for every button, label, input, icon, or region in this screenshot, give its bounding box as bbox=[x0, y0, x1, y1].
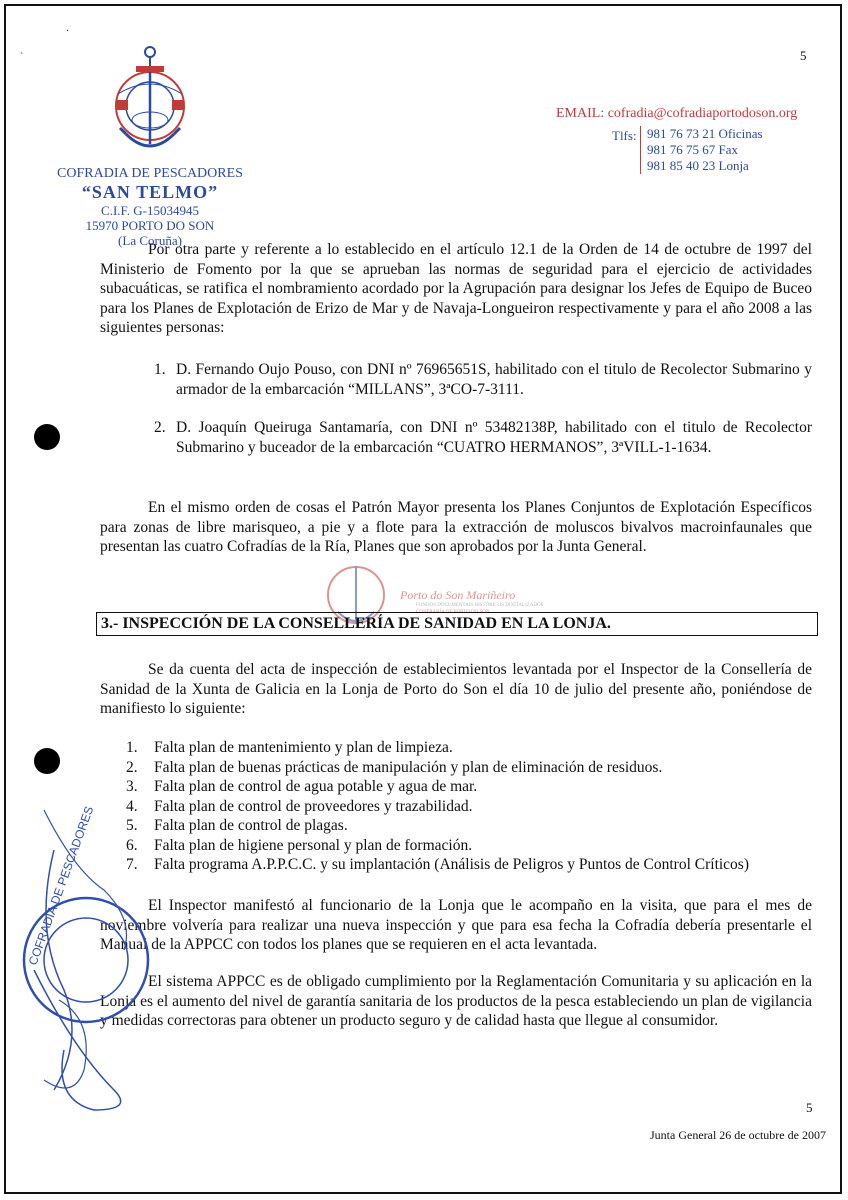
list-number: 1. bbox=[126, 739, 138, 756]
list-item-text: Falta plan de control de agua potable y agua de mar. bbox=[154, 778, 478, 795]
svg-text:COFRADIA DE PESCADORES: COFRADIA DE PESCADORES bbox=[25, 804, 97, 968]
list-item bbox=[154, 418, 812, 457]
paragraph-appcc-system: El sistema APPCC es de obligado cumplimiento por la Reglamentación Comunitaria y su aplicación en la Lonja es el aumento del nivel de garantía sanitaria de los productos de la pesca estableciendo un plan de vigilancia y medidas correctoras para obtener un producto seguro y de calidad hasta que llegue al consumidor. bbox=[100, 973, 812, 1029]
scan-mark: ` bbox=[20, 52, 24, 63]
list-item-text: Falta programa A.P.P.C.C. y su implantación (Análisis de Peligros y Puntos de Control Críticos) bbox=[154, 856, 750, 873]
list-number: 7. bbox=[126, 856, 138, 873]
page-number-top: 5 bbox=[800, 48, 807, 63]
list-item-text: Falta plan de mantenimiento y plan de limpieza. bbox=[154, 739, 453, 756]
watermark-sub2: CONFRARÍA DE PORTO DO SON bbox=[416, 610, 490, 615]
paragraph-diving-chiefs: Por otra parte y referente a lo establecido en el artículo 12.1 de la Orden de 14 de octubre de 1997 del Ministerio de Fomento por la que se aprueban las normas de seguridad para el ejercicio de actividades subacuáticas, se ratifica el nombramiento acordado por la Agrupación para designar los Jefes de Equipo de Buceo para los Planes de Explotación de Erizo de Mar y de Navaja-Longueiron respectivamente y para el año 2008 a las siguientes personas: bbox=[100, 241, 812, 336]
list-item bbox=[126, 758, 749, 778]
list-item-text: Falta plan de control de plagas. bbox=[154, 817, 348, 834]
org-saint: “SAN TELMO” bbox=[81, 182, 219, 202]
list-number: 6. bbox=[126, 836, 138, 854]
list-item-text: Falta plan de buenas prácticas de manipulación y plan de eliminación de residuos. bbox=[154, 758, 663, 776]
list-item-text: Falta plan de control de proveedores y trazabilidad. bbox=[154, 797, 473, 815]
punch-hole bbox=[34, 748, 60, 774]
footer-text: Junta General 26 de octubre de 2007 bbox=[650, 1128, 826, 1142]
paragraph-inspection: Se da cuenta del acta de inspección de establecimientos levantada por el Inspector de la Consellería de Sanidad de la Xunta de Galicia en la Lonja de Porto do Son el día 10 de julio del presente año, poniéndose de manifiesto lo siguiente: bbox=[100, 661, 812, 717]
phone-market: 981 85 40 23 Lonja bbox=[647, 158, 749, 173]
list-item bbox=[126, 797, 749, 817]
faults-list bbox=[126, 738, 749, 875]
org-address: 15970 PORTO DO SON bbox=[85, 218, 215, 233]
org-province: (La Coruña) bbox=[118, 233, 182, 248]
scan-mark: · bbox=[66, 26, 70, 37]
list-number: 3. bbox=[126, 778, 138, 795]
watermark-title: Porto do Son Mariñeiro bbox=[400, 588, 516, 602]
org-block bbox=[40, 166, 260, 248]
list-number: 4. bbox=[126, 797, 138, 815]
phone-fax: 981 76 75 67 Fax bbox=[647, 142, 738, 157]
cofradia-logo bbox=[108, 44, 192, 160]
page-number-bottom: 5 bbox=[806, 1100, 813, 1115]
paragraph-exploitation-plans: En el mismo orden de cosas el Patrón Mayor presenta los Planes Conjuntos de Explotación Específicos para zonas de libre marisqueo, a pie y a flote para la extracción de moluscos bivalvos macroinfaunales que presentan las cuatro Cofradías de la Ría, Planes que son aprobados por la Junta General. bbox=[100, 499, 812, 555]
paragraph-inspector-visit: El Inspector manifestó al funcionario de la Lonja que le acompaño en la visita, que para el mes de noviembre volvería para realizar una nueva inspección y que para esa fecha la Cofradía debería presentarle el Manual de la APPCC con todos los planes que se requieren en el acta levantada. bbox=[100, 897, 812, 953]
phones-label: Tlfs: bbox=[612, 128, 637, 143]
list-item bbox=[126, 816, 749, 836]
list-item-text: D. Joaquín Queiruga Santamaría, con DNI nº 53482138P, habilitado con el titulo de Recolector Submarino y buceador de la embarcación “CUATRO HERMANOS”, 3ªVILL-1-1634. bbox=[176, 419, 812, 456]
list-item-text: Falta plan de higiene personal y plan de formación. bbox=[154, 836, 473, 854]
punch-hole bbox=[34, 424, 60, 450]
official-stamp bbox=[14, 790, 164, 1120]
phone-offices: 981 76 73 21 Oficinas bbox=[647, 126, 763, 141]
list-number: 1. bbox=[154, 361, 166, 378]
phones-list bbox=[640, 126, 763, 174]
list-item bbox=[126, 777, 749, 797]
contact-email: EMAIL: cofradia@cofradiaportodoson.org bbox=[556, 106, 798, 121]
list-item bbox=[126, 738, 749, 758]
org-cif: C.I.F. G-15034945 bbox=[101, 203, 199, 218]
list-item bbox=[154, 360, 812, 399]
list-item bbox=[126, 855, 749, 875]
list-number: 2. bbox=[126, 758, 138, 776]
list-number: 2. bbox=[154, 419, 166, 436]
section-heading: 3.- INSPECCIÓN DE LA CONSELLERÍA DE SANIDAD EN LA LONJA. bbox=[96, 612, 818, 636]
list-item bbox=[126, 836, 749, 856]
list-item-text: D. Fernando Oujo Pouso, con DNI nº 76965651S, habilitado con el titulo de Recolector Submarino y armador de la embarcación “MILLANS”, 3ªCO-7-3111. bbox=[176, 361, 812, 398]
watermark-sub1: FONDOS DOCUMENTAIS HISTÓRICOS DIXITALIZADOS bbox=[416, 603, 544, 608]
org-name: COFRADIA DE PESCADORES bbox=[57, 166, 243, 181]
list-number: 5. bbox=[126, 817, 138, 834]
